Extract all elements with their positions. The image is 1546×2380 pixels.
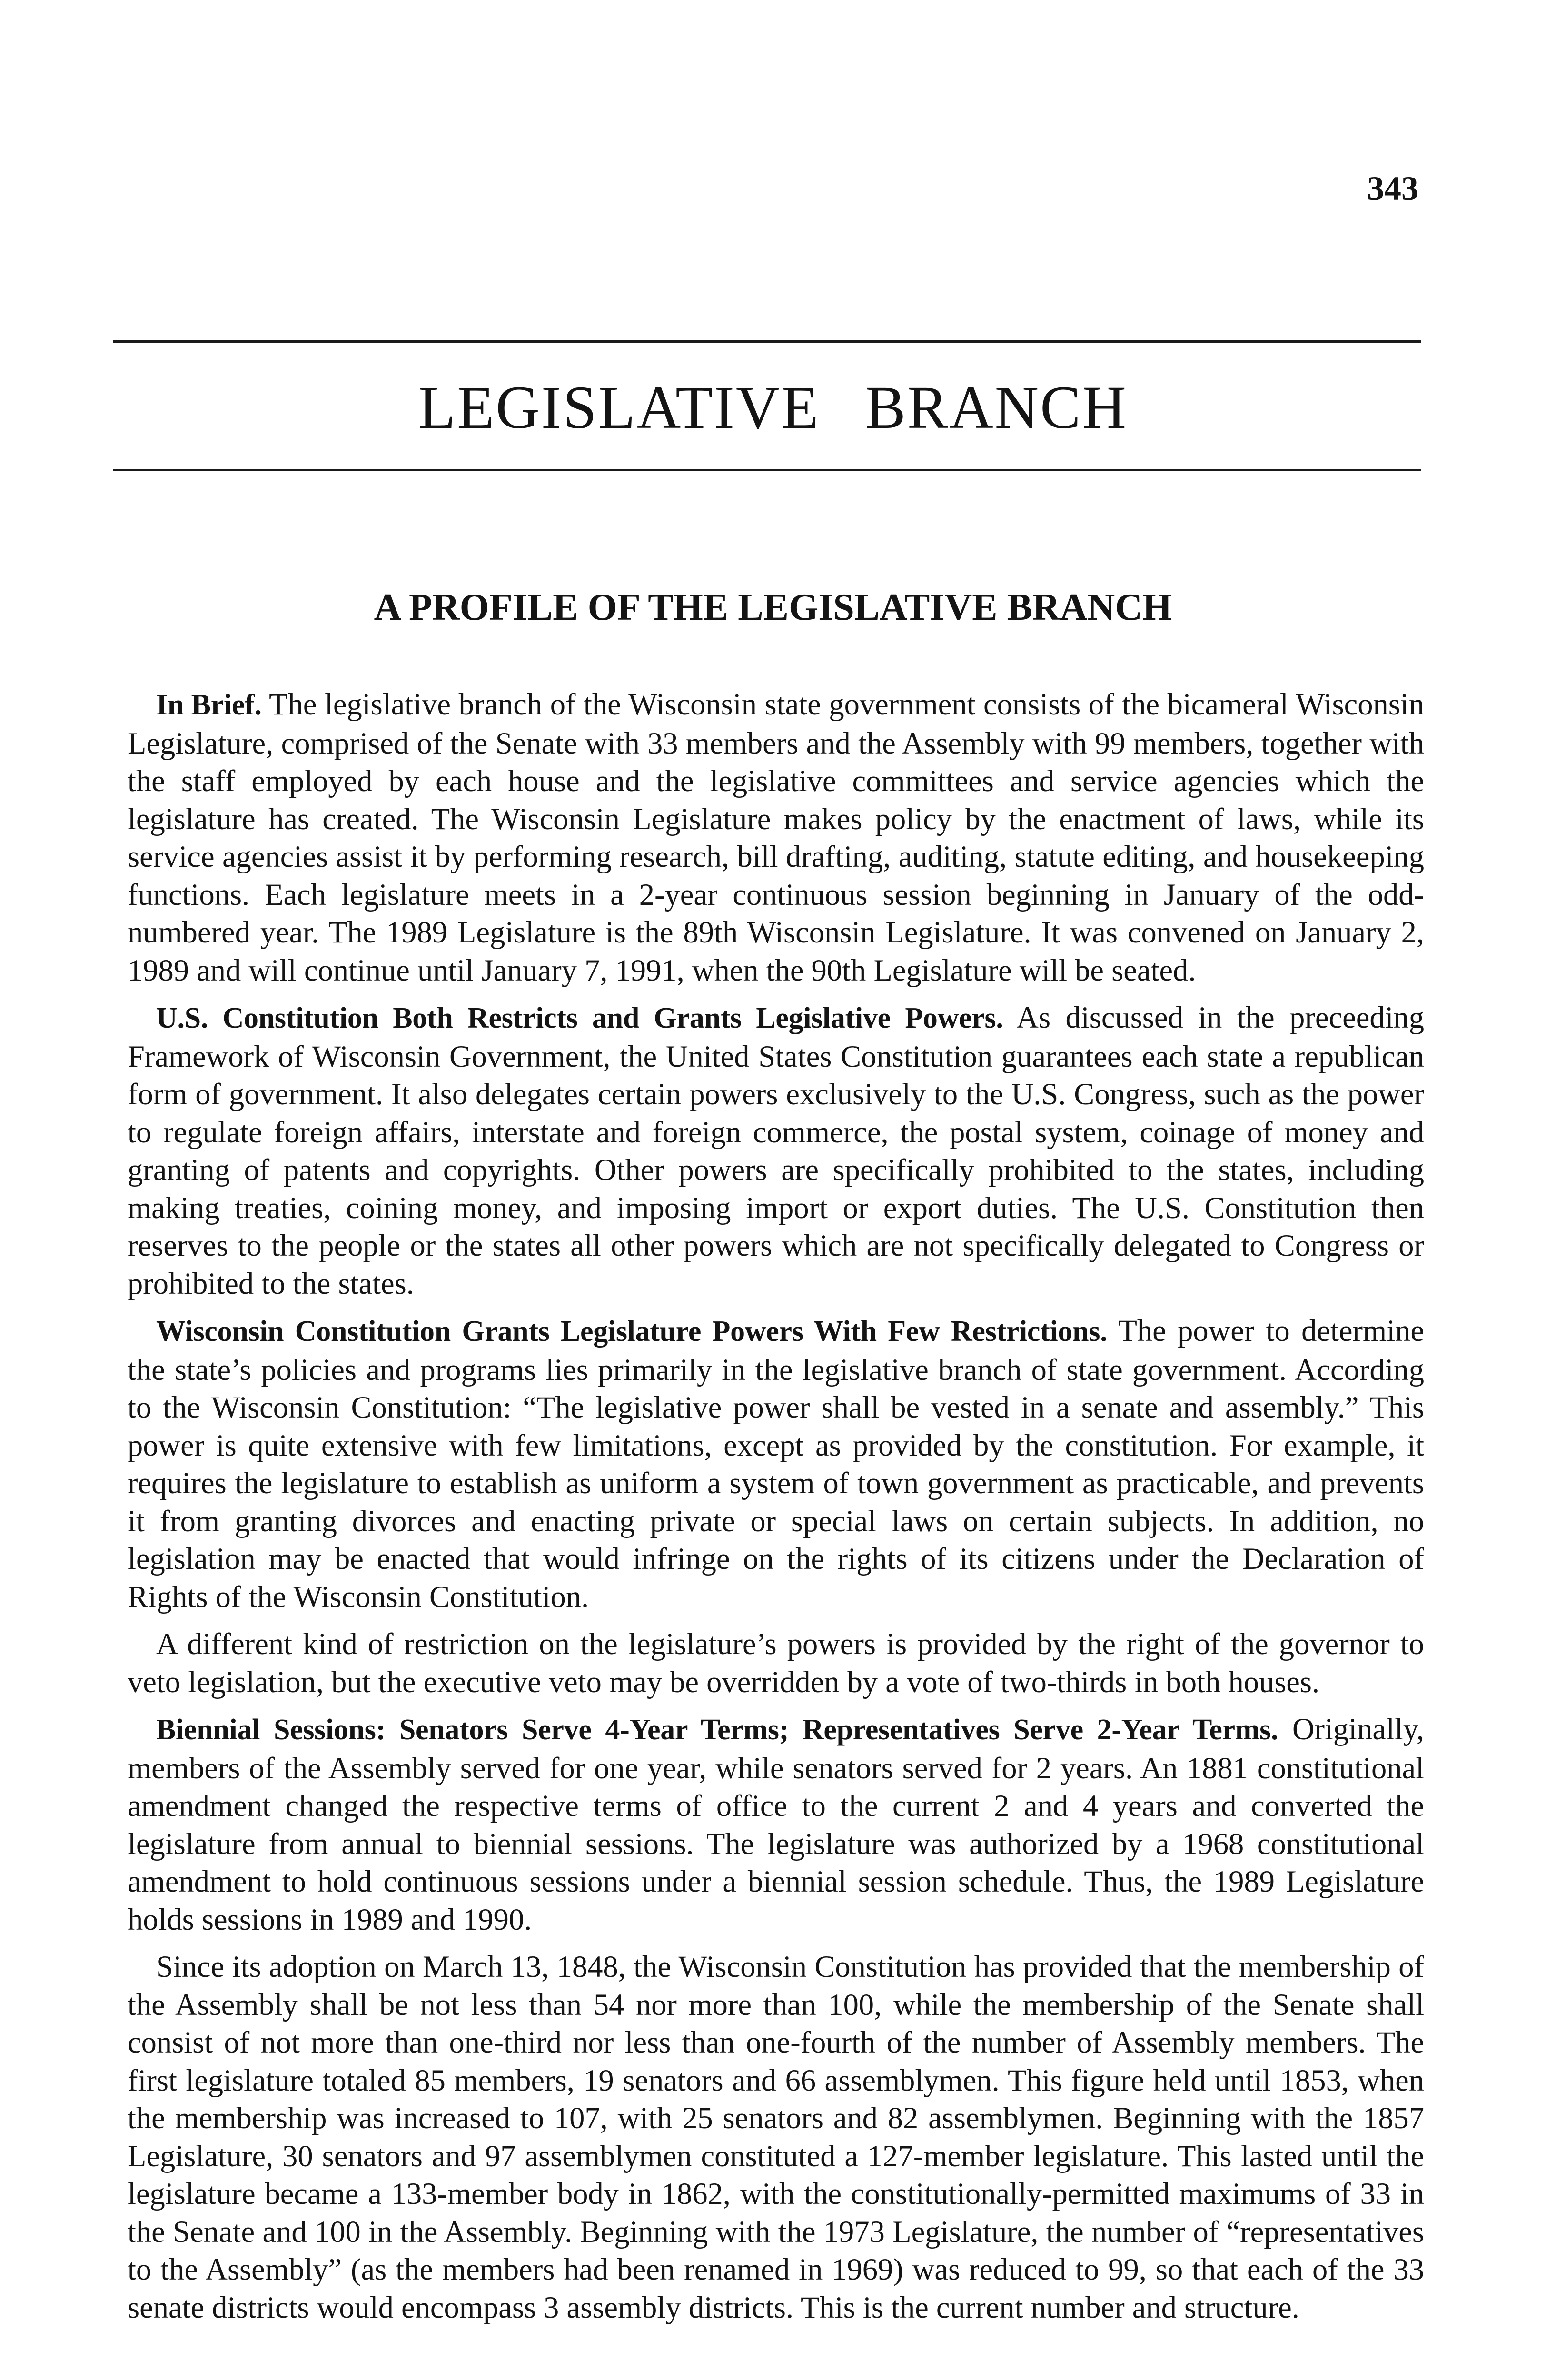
paragraph-text: As discussed in the preceeding Framework of Wisconsin Government, the United States Constitution guarantees each state a republican form of government. It also delegates certain powers exclusively to the U.S. Congress, such as the power to regulate foreign affairs, interstate and foreign commerce, the postal system, coinage of money and granting of patents and copyrights. Other powers are specifically prohibited to the states, including making treaties, coining money, and imposing import or export duties. The U.S. Constitution then reserves to the people or the states all other powers which are not specifically delegated to Congress or prohibited to the states. [128,1001,1425,1300]
paragraph-in-brief [128,685,1424,989]
article-title: A PROFILE OF THE LEGISLATIVE BRANCH [374,586,1172,628]
paragraph-heading: Wisconsin Constitution Grants Legislature Powers With Few Restrictions. [156,1315,1108,1348]
paragraph-biennial-sessions [128,1710,1424,1938]
paragraph-wisconsin-constitution [128,1312,1424,1616]
paragraph-text: The power to determine the state’s policies and programs lies primarily in the legislative branch of state government. According to the Wisconsin Constitution: “The legislative power shall be vested in a senate and assembly.” This power is quite extensive with few limitations, except as provided by the constitution. For example, it requires the legislature to establish as uniform a system of town government as practicable, and prevents it from granting divorces and enacting private or special laws on certain subjects. In addition, no legislation may be enacted that would infringe on the rights of its citizens under the Declaration of Rights of the Wisconsin Constitution. [128,1314,1425,1614]
paragraph-us-constitution [128,999,1424,1302]
paragraph-veto-restriction [128,1625,1424,1701]
paragraph-heading: In Brief. [156,689,262,721]
page-number: 343 [1367,169,1418,208]
paragraph-text: The legislative branch of the Wisconsin state government consists of the bicameral Wisconsin Legislature, comprised of the Senate with 33 members and the Assembly with 99 members, together with the staff employed by each house and the legislative committees and service agencies which the legislature has created. The Wisconsin Legislature makes policy by the enactment of laws, while its service agencies assist it by performing research, bill drafting, auditing, statute editing, and housekeeping functions. Each legislature meets in a 2-year continuous session beginning in January of the odd-numbered year. The 1989 Legislature is the 89th Wisconsin Legislature. It was convened on January 2, 1989 and will continue until January 7, 1991, when the 90th Legislature will be seated. [128,687,1424,987]
section-title: LEGISLATIVE BRANCH [418,374,1128,441]
article-body [128,685,1424,2336]
paragraph-membership-history [128,1948,1424,2326]
paragraph-text: A different kind of restriction on the legislature’s powers is provided by the right of the governor to veto legislation, but the executive veto may be overridden by a vote of two-thirds in both houses. [128,1627,1424,1699]
paragraph-heading: U.S. Constitution Both Restricts and Grants Legislative Powers. [156,1002,1003,1034]
bottom-rule [113,469,1421,471]
paragraph-text: Originally, members of the Assembly served for one year, while senators served for 2 years. An 1881 constitutional amendment changed the respective terms of office to the current 2 and 4 years and converted the legislature from annual to biennial sessions. The legislature was authorized by a 1968 constitutional amendment to hold continuous sessions under a biennial session schedule. Thus, the 1989 Legislature holds sessions in 1989 and 1990. [128,1712,1425,1936]
paragraph-heading: Biennial Sessions: Senators Serve 4-Year Terms; Representatives Serve 2-Year Terms. [156,1714,1278,1746]
top-rule [113,340,1421,343]
paragraph-text: Since its adoption on March 13, 1848, the Wisconsin Constitution has provided that the membership of the Assembly shall be not less than 54 nor more than 100, while the membership of the Senate shall consist of not more than one-third nor less than one-fourth of the number of Assembly members. The first legislature totaled 85 members, 19 senators and 66 assemblymen. This figure held until 1853, when the membership was increased to 107, with 25 senators and 82 assemblymen. Beginning with the 1857 Legislature, 30 senators and 97 assemblymen constituted a 127-member legislature. This lasted until the legislature became a 133-member body in 1862, with the constitutionally-permitted maximums of 33 in the Senate and 100 in the Assembly. Beginning with the 1973 Legislature, the number of “representatives to the Assembly” (as the members had been renamed in 1969) was reduced to 99, so that each of the 33 senate districts would encompass 3 assembly districts. This is the current number and structure. [128,1950,1424,2324]
